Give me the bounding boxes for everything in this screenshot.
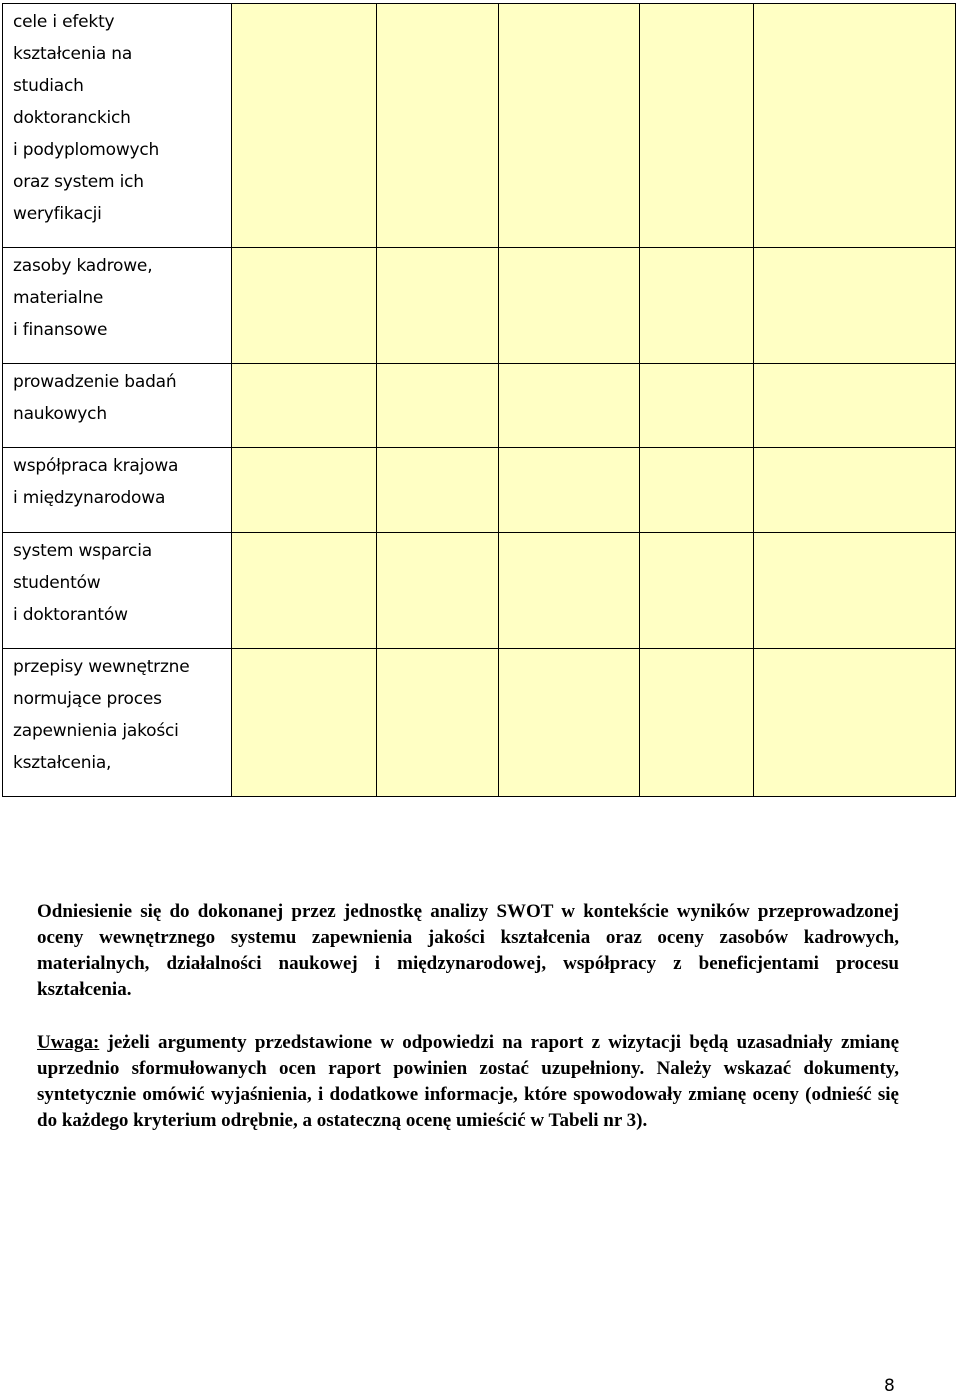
swot-instruction-paragraph: Odniesienie się do dokonanej przez jednostkę analizy SWOT w kontekście wyników przeprowadzonej oceny wewnętrznego systemu zapewnienia jakości kształcenia oraz oceny zasobów kadrowych, materialnych, działalności naukowej i międzynarodowej, współpracy z beneficjentami procesu kształcenia.: [37, 901, 899, 1000]
assessment-cell[interactable]: [377, 248, 499, 364]
assessment-cell[interactable]: [640, 448, 754, 533]
note-text: jeżeli argumenty przedstawione w odpowiedzi na raport z wizytacji będą uzasadniały zmianę uprzednio sformułowanych ocen raport powinien zostać uzupełniony. Należy wskazać dokumenty, syntetycznie omówić wyjaśnienia, i dodatkowe informacje, które spowodowały zmianę oceny (odnieść się do każdego kryterium odrębnie, a ostateczną ocenę umieścić w Tabeli nr 3).: [37, 1032, 900, 1131]
criterion-label-line: normujące proces: [13, 689, 162, 709]
table-row: [3, 448, 956, 533]
criterion-label-line: zapewnienia jakości: [13, 721, 179, 741]
criterion-label-line: zasoby kadrowe,: [13, 256, 153, 276]
assessment-cell[interactable]: [232, 448, 377, 533]
assessment-cell[interactable]: [499, 448, 640, 533]
assessment-cell[interactable]: [499, 649, 640, 797]
criterion-label: [3, 364, 232, 448]
assessment-cell[interactable]: [377, 448, 499, 533]
criterion-label-line: prowadzenie badań: [13, 372, 177, 392]
assessment-cell[interactable]: [377, 4, 499, 248]
assessment-cell[interactable]: [232, 649, 377, 797]
criterion-label-line: kształcenia,: [13, 753, 112, 773]
criterion-label: [3, 649, 232, 797]
criterion-label: [3, 248, 232, 364]
assessment-cell[interactable]: [640, 533, 754, 649]
assessment-cell[interactable]: [754, 533, 956, 649]
table-row: [3, 649, 956, 797]
assessment-cell[interactable]: [232, 364, 377, 448]
assessment-cell[interactable]: [640, 649, 754, 797]
assessment-cell[interactable]: [640, 364, 754, 448]
criterion-label-line: studiach: [13, 76, 84, 96]
criteria-table: [2, 3, 956, 797]
criterion-label: [3, 4, 232, 248]
table-row: [3, 4, 956, 248]
criterion-label-line: i międzynarodowa: [13, 488, 166, 508]
criterion-label-line: i podyplomowych: [13, 140, 160, 160]
criterion-label-line: współpraca krajowa: [13, 456, 179, 476]
criterion-label-line: przepisy wewnętrzne: [13, 657, 190, 677]
criterion-label-line: naukowych: [13, 404, 107, 424]
note-paragraph: [37, 1030, 899, 1134]
criterion-label-line: i doktorantów: [13, 605, 128, 625]
assessment-cell[interactable]: [499, 533, 640, 649]
page-number: 8: [884, 1376, 895, 1396]
assessment-cell[interactable]: [377, 364, 499, 448]
criterion-label-line: weryfikacji: [13, 204, 102, 224]
criterion-label-line: studentów: [13, 573, 101, 593]
criterion-label-line: system wsparcia: [13, 541, 152, 561]
assessment-cell[interactable]: [377, 533, 499, 649]
criterion-label-line: doktoranckich: [13, 108, 131, 128]
assessment-cell[interactable]: [232, 533, 377, 649]
criterion-label-line: cele i efekty: [13, 12, 115, 32]
criterion-label: [3, 448, 232, 533]
assessment-cell[interactable]: [754, 248, 956, 364]
assessment-cell[interactable]: [640, 4, 754, 248]
criterion-label-line: oraz system ich: [13, 172, 144, 192]
criterion-label: [3, 533, 232, 649]
note-label: Uwaga:: [37, 1032, 100, 1053]
assessment-cell[interactable]: [499, 248, 640, 364]
assessment-cell[interactable]: [499, 4, 640, 248]
criterion-label-line: kształcenia na: [13, 44, 133, 64]
assessment-cell[interactable]: [377, 649, 499, 797]
table-row: [3, 248, 956, 364]
assessment-cell[interactable]: [640, 248, 754, 364]
assessment-cell[interactable]: [754, 4, 956, 248]
assessment-cell[interactable]: [754, 448, 956, 533]
assessment-cell[interactable]: [754, 364, 956, 448]
assessment-cell[interactable]: [232, 248, 377, 364]
assessment-cell[interactable]: [232, 4, 377, 248]
table-row: [3, 533, 956, 649]
criterion-label-line: i finansowe: [13, 320, 108, 340]
criterion-label-line: materialne: [13, 288, 104, 308]
table-row: [3, 364, 956, 448]
assessment-cell[interactable]: [754, 649, 956, 797]
assessment-cell[interactable]: [499, 364, 640, 448]
